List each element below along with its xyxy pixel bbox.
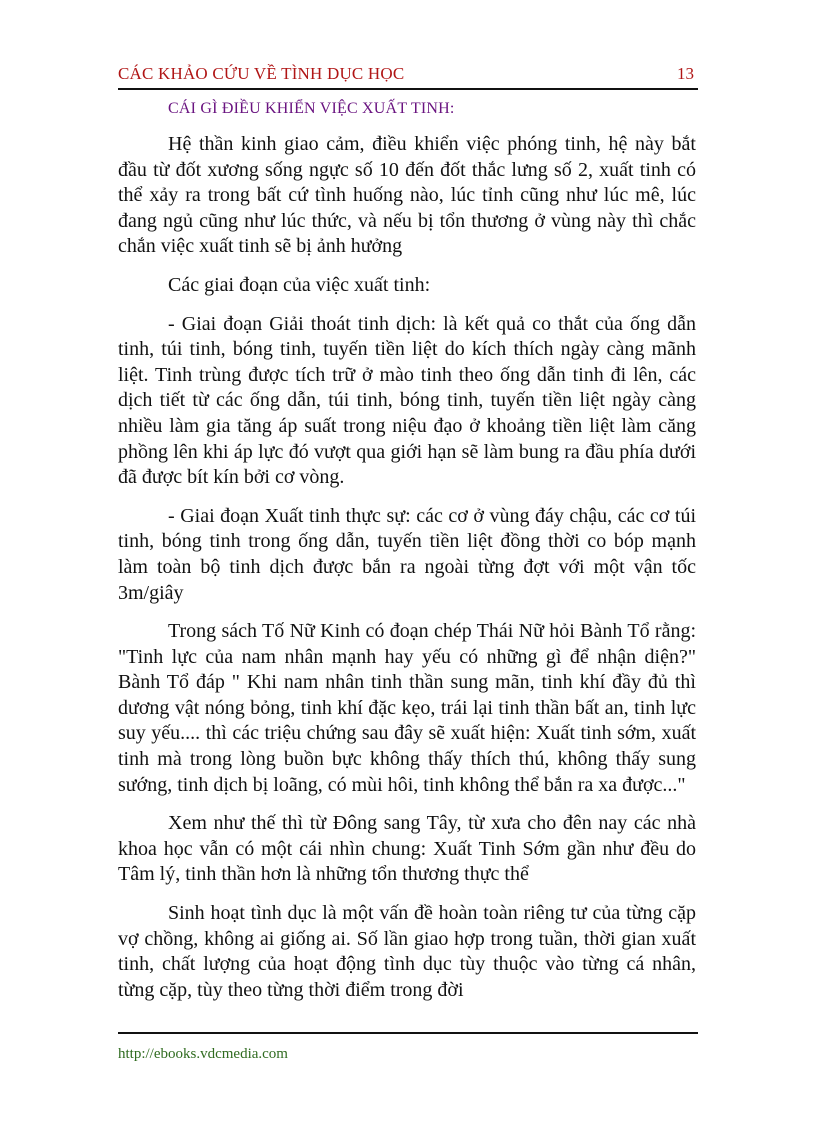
footer-link[interactable]: http://ebooks.vdcmedia.com [118,1046,288,1062]
paragraph-east-west-view: Xem như thế thì từ Đông sang Tây, từ xưa cho đên nay các nhà khoa học vẫn có một cái nhìn chung: Xuất Tinh Sớm gần như đều do Tâm lý, tinh thần hơn là những tổn thương thực thể [118,812,696,886]
page-footer [118,1032,698,1062]
paragraph-sexual-activity: Sinh hoạt tình dục là một vấn đề hoàn toàn riêng tư của từng cặp vợ chồng, không ai giống ai. Số lần giao hợp trong tuần, thời gian xuất tinh, chất lượng của hoạt động tình dục tùy thuộc vào từng cá nhân, từng cặp, tùy theo từng thời điểm trong đời [118,902,696,1001]
page-number: 13 [677,64,694,83]
paragraph-emission-stage: - Giai đoạn Giải thoát tinh dịch: là kết quả co thắt của ống dẫn tinh, túi tinh, bóng tinh, tuyến tiền liệt do kích thích ngày càng mãnh liệt. Tinh trùng được tích trữ ở mào tinh theo ống dẫn tinh đi lên, các dịch tiết từ các ống dẫn, túi tinh, bóng tinh, tuyến tiền liệt ngày càng nhiều làm gia tăng áp suất trong niệu đạo ở khoảng tiền liệt làm căng phồng lên khi áp lực đó vượt qua giới hạn sẽ làm bung ra đầu phía dưới đã được bít kín bởi cơ vòng. [118,312,696,489]
paragraph-to-nu-kinh-quote: Trong sách Tố Nữ Kinh có đoạn chép Thái Nữ hỏi Bành Tổ rằng: "Tinh lực của nam nhân mạnh hay yếu có những gì để nhận diện?" Bành Tổ đáp " Khi nam nhân tinh thần sung mãn, tinh khí đầy đủ thì dương vật nóng bỏng, tinh khí đặc kẹo, trái lại tinh thần bất an, tinh lực suy yếu.... thì các triệu chứng sau đây sẽ xuất hiện: Xuất tinh sớm, xuất tinh mà trong lòng buồn bực không thấy thích thú, không thấy sung sướng, tinh dịch bị loãng, có mùi hôi, tinh không thể bắn ra xa được..." [118,620,696,796]
paragraph-stages-intro: Các giai đoạn của việc xuất tinh: [168,273,431,296]
page-body [118,100,696,1016]
page-header [118,62,698,90]
paragraph-sympathetic-nerves: Hệ thần kinh giao cảm, điều khiển việc phóng tinh, hệ này bắt đầu từ đốt xương sống ngực số 10 đến đốt thắc lưng số 2, xuất tinh có thể xảy ra trong bất cứ tình huống nào, lúc tỉnh cũng như lúc mê, lúc đang ngủ cũng như lúc thức, và nếu bị tổn thương ở vùng này thì chắc chắn việc xuất tinh sẽ bị ảnh hưởng [118,133,696,258]
paragraph-ejaculation-stage: - Giai đoạn Xuất tinh thực sự: các cơ ở vùng đáy chậu, các cơ túi tinh, bóng tinh trong ống dẫn, tuyến tiền liệt đồng thời co bóp mạnh làm toàn bộ tinh dịch được bắn ra ngoài từng đợt với một vận tốc 3m/giây [118,504,696,604]
section-heading: CÁI GÌ ĐIỀU KHIỂN VIỆC XUẤT TINH: [168,100,455,117]
header-title: CÁC KHẢO CỨU VỀ TÌNH DỤC HỌC [118,64,405,83]
